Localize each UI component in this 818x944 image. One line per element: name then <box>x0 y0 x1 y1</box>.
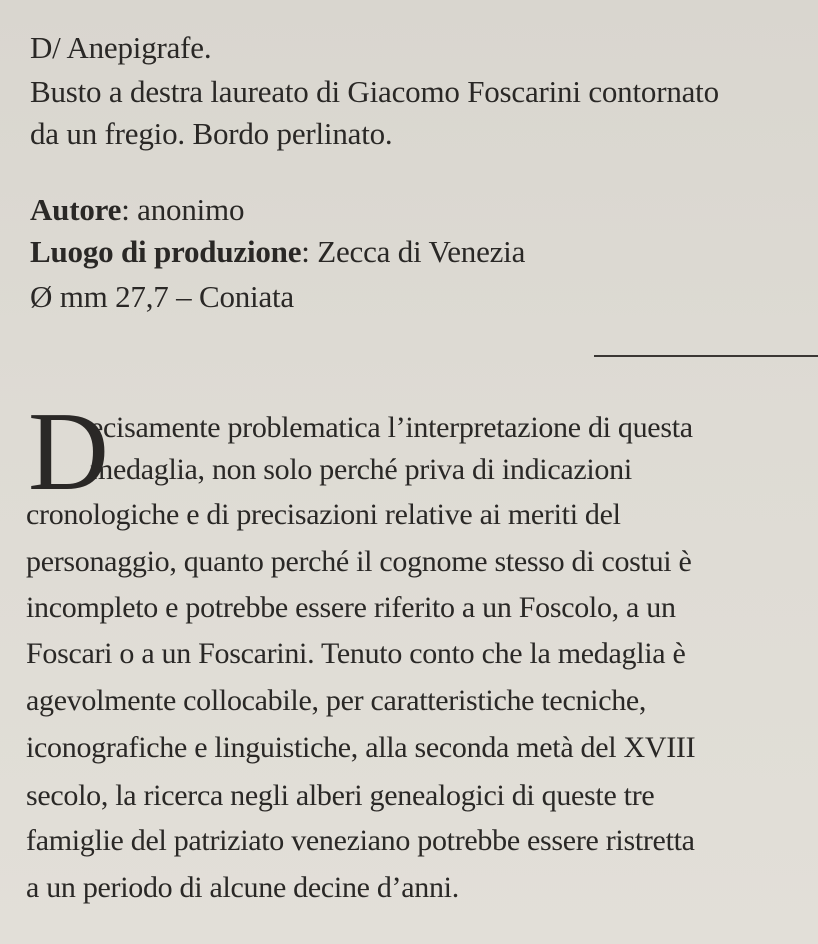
body-line-7: agevolmente collocabile, per caratteristiche tecniche, <box>26 684 647 717</box>
body-line-11: a un periodo di alcune decine d’anni. <box>26 871 459 904</box>
body-line-4: personaggio, quanto perché il cognome stesso di costui è <box>26 545 692 578</box>
obverse-description-line-1: Busto a destra laureato di Giacomo Foscarini contornato <box>30 74 719 109</box>
body-line-9: secolo, la ricerca negli alberi genealogici di queste tre <box>26 779 655 812</box>
body-line-6: Foscari o a un Foscarini. Tenuto conto che la medaglia è <box>26 637 686 670</box>
obverse-heading: D/ Anepigrafe. <box>30 30 212 65</box>
body-line-5: incompleto e potrebbe essere riferito a un Foscolo, a un <box>26 591 676 624</box>
body-line-10: famiglie del patriziato veneziano potrebbe essere ristretta <box>26 824 695 857</box>
body-line-3: cronologiche e di precisazioni relative ai meriti del <box>26 498 621 531</box>
author-row <box>30 192 244 228</box>
obverse-description-line-2: da un fregio. Bordo perlinato. <box>30 116 393 151</box>
place-value: : Zecca di Venezia <box>301 234 526 269</box>
place-row <box>30 234 525 270</box>
body-line-8: iconografiche e linguistiche, alla seconda metà del XVIII <box>26 731 696 764</box>
place-label: Luogo di produzione <box>30 234 302 269</box>
body-line-2: medaglia, non solo perché priva di indicazioni <box>90 453 632 486</box>
author-label: Autore <box>30 192 122 227</box>
author-value: : anonimo <box>121 192 245 227</box>
size-row: Ø mm 27,7 – Coniata <box>30 279 294 314</box>
drop-cap: D <box>28 390 109 514</box>
section-divider <box>594 355 818 357</box>
body-line-1: ecisamente problematica l’interpretazione di questa <box>90 411 693 444</box>
